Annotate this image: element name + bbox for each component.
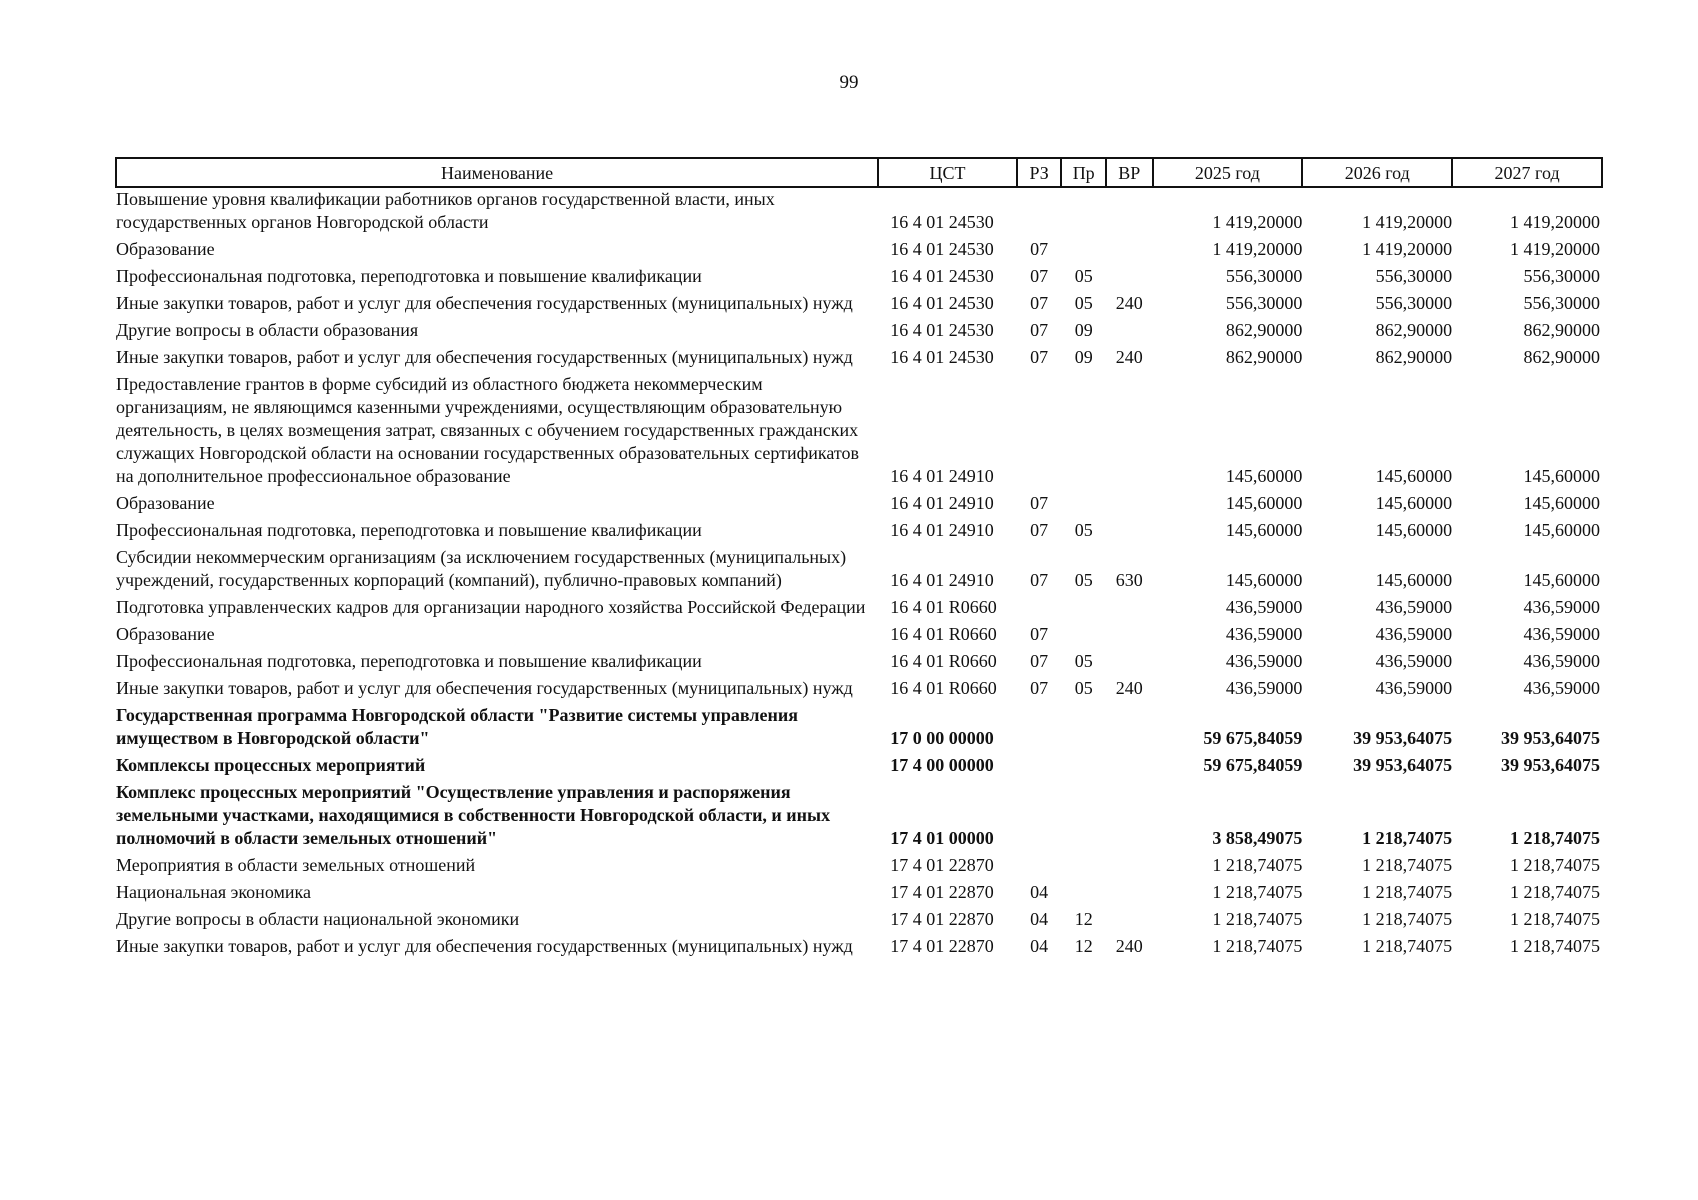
cell-2026: 862,90000 <box>1375 320 1453 340</box>
cell-cst: 16 4 01 24910 <box>890 520 994 540</box>
cell-2026: 145,60000 <box>1375 466 1453 486</box>
cell-pr: 05 <box>1074 678 1093 698</box>
table-header <box>116 158 1602 187</box>
cell-2026: 556,30000 <box>1375 266 1453 286</box>
cell-name: Повышение уровня квалификации работников органов государственной власти, иных государственных органов Новгородской области <box>116 189 775 232</box>
header-vr: ВР <box>1106 158 1153 187</box>
cell-name: Профессиональная подготовка, переподготовка и повышение квалификации <box>116 266 702 286</box>
cell-name: Иные закупки товаров, работ и услуг для обеспечения государственных (муниципальных) нужд <box>116 678 853 698</box>
cell-rz: 07 <box>1030 651 1049 671</box>
cell-name: Субсидии некоммерческим организациям (за исключением государственных (муниципальных) учреждений, государственных корпораций (компаний), публично-правовых компаний) <box>116 547 847 590</box>
cell-2027: 1 419,20000 <box>1510 212 1600 232</box>
cell-rz: 07 <box>1030 293 1049 313</box>
cell-2027: 145,60000 <box>1523 466 1600 486</box>
cell-2025: 145,60000 <box>1225 520 1303 540</box>
cell-cst: 17 4 01 22870 <box>890 909 994 929</box>
cell-2026: 39 953,64075 <box>1353 755 1453 775</box>
cell-2025: 1 419,20000 <box>1212 212 1303 232</box>
cell-2026: 39 953,64075 <box>1353 728 1453 748</box>
cell-2025: 436,59000 <box>1225 597 1303 617</box>
cell-cst: 17 4 00 00000 <box>890 755 994 775</box>
cell-pr <box>1061 781 1106 854</box>
cell-cst: 16 4 01 R0660 <box>890 597 997 617</box>
cell-2025: 862,90000 <box>1225 320 1303 340</box>
cell-2026: 862,90000 <box>1375 347 1453 367</box>
cell-name: Комплексы процессных мероприятий <box>116 755 426 775</box>
cell-vr <box>1106 373 1153 492</box>
cell-2025: 436,59000 <box>1225 678 1303 698</box>
cell-vr <box>1106 265 1153 292</box>
header-2027: 2027 год <box>1452 158 1602 187</box>
cell-pr <box>1061 754 1106 781</box>
header-rz: РЗ <box>1017 158 1062 187</box>
cell-pr: 09 <box>1074 320 1093 340</box>
cell-rz <box>1017 596 1062 623</box>
cell-name: Образование <box>116 624 215 644</box>
cell-2027: 436,59000 <box>1523 597 1600 617</box>
cell-2025: 145,60000 <box>1225 570 1303 590</box>
table-row <box>116 346 1602 373</box>
cell-vr <box>1106 650 1153 677</box>
cell-vr: 240 <box>1115 347 1143 367</box>
cell-vr <box>1106 704 1153 754</box>
cell-name: Другие вопросы в области национальной экономики <box>116 909 520 929</box>
cell-pr <box>1061 623 1106 650</box>
cell-rz <box>1017 854 1062 881</box>
cell-2025: 1 218,74075 <box>1212 909 1303 929</box>
cell-name: Профессиональная подготовка, переподготовка и повышение квалификации <box>116 651 702 671</box>
cell-pr <box>1061 187 1106 238</box>
cell-2027: 39 953,64075 <box>1501 728 1600 748</box>
cell-vr: 240 <box>1115 936 1143 956</box>
cell-name: Государственная программа Новгородской области "Развитие системы управления имуществом в Новгородской области" <box>116 705 798 748</box>
cell-2027: 1 218,74075 <box>1510 828 1600 848</box>
cell-2027: 1 218,74075 <box>1510 936 1600 956</box>
table-row <box>116 623 1602 650</box>
cell-pr <box>1061 704 1106 754</box>
cell-pr: 05 <box>1074 266 1093 286</box>
cell-name: Национальная экономика <box>116 882 311 902</box>
cell-cst: 17 4 01 22870 <box>890 882 994 902</box>
cell-2026: 1 419,20000 <box>1362 239 1453 259</box>
cell-rz: 07 <box>1030 678 1049 698</box>
cell-vr <box>1106 781 1153 854</box>
cell-2025: 59 675,84059 <box>1203 755 1303 775</box>
cell-2025: 1 218,74075 <box>1212 882 1303 902</box>
cell-2027: 145,60000 <box>1523 493 1600 513</box>
cell-2026: 1 218,74075 <box>1362 828 1453 848</box>
table-row <box>116 781 1602 854</box>
table-row <box>116 596 1602 623</box>
cell-2027: 39 953,64075 <box>1501 755 1600 775</box>
cell-2026: 436,59000 <box>1375 624 1453 644</box>
cell-2026: 1 419,20000 <box>1362 212 1453 232</box>
cell-rz: 07 <box>1030 347 1049 367</box>
cell-cst: 16 4 01 24910 <box>890 466 994 486</box>
cell-2026: 556,30000 <box>1375 293 1453 313</box>
cell-2026: 145,60000 <box>1375 520 1453 540</box>
cell-2027: 436,59000 <box>1523 651 1600 671</box>
header-2026: 2026 год <box>1302 158 1452 187</box>
cell-vr: 240 <box>1115 678 1143 698</box>
cell-pr <box>1061 854 1106 881</box>
table-row <box>116 265 1602 292</box>
header-cst: ЦСТ <box>878 158 1017 187</box>
table-row <box>116 546 1602 596</box>
cell-name: Профессиональная подготовка, переподготовка и повышение квалификации <box>116 520 702 540</box>
table-row <box>116 854 1602 881</box>
table-row <box>116 935 1602 962</box>
cell-2025: 3 858,49075 <box>1212 828 1303 848</box>
cell-vr: 630 <box>1115 570 1143 590</box>
cell-2026: 436,59000 <box>1375 597 1453 617</box>
header-pr: Пр <box>1061 158 1106 187</box>
cell-2026: 1 218,74075 <box>1362 882 1453 902</box>
cell-cst: 17 4 01 00000 <box>890 828 994 848</box>
cell-2027: 1 419,20000 <box>1510 239 1600 259</box>
cell-vr: 240 <box>1115 293 1143 313</box>
cell-name: Образование <box>116 239 215 259</box>
cell-vr <box>1106 881 1153 908</box>
cell-2025: 1 419,20000 <box>1212 239 1303 259</box>
cell-2025: 556,30000 <box>1225 293 1303 313</box>
cell-2026: 436,59000 <box>1375 651 1453 671</box>
table-row <box>116 238 1602 265</box>
cell-2025: 145,60000 <box>1225 493 1303 513</box>
cell-vr <box>1106 854 1153 881</box>
cell-2025: 145,60000 <box>1225 466 1303 486</box>
cell-pr: 05 <box>1074 651 1093 671</box>
cell-2025: 862,90000 <box>1225 347 1303 367</box>
cell-2027: 1 218,74075 <box>1510 909 1600 929</box>
cell-cst: 17 0 00 00000 <box>890 728 994 748</box>
cell-pr <box>1061 492 1106 519</box>
cell-cst: 16 4 01 24530 <box>890 347 994 367</box>
table-row <box>116 754 1602 781</box>
cell-2025: 1 218,74075 <box>1212 936 1303 956</box>
cell-name: Комплекс процессных мероприятий "Осуществление управления и распоряжения земельными участками, находящимися в собственности Новгородской области, и иных полномочий в области земельных отношений" <box>116 782 831 848</box>
cell-name: Образование <box>116 493 215 513</box>
cell-pr <box>1061 881 1106 908</box>
cell-pr: 05 <box>1074 520 1093 540</box>
header-name: Наименование <box>116 158 878 187</box>
cell-vr <box>1106 492 1153 519</box>
cell-rz: 07 <box>1030 239 1049 259</box>
cell-rz <box>1017 187 1062 238</box>
cell-cst: 17 4 01 22870 <box>890 855 994 875</box>
cell-2027: 1 218,74075 <box>1510 855 1600 875</box>
cell-2026: 145,60000 <box>1375 570 1453 590</box>
cell-cst: 16 4 01 24530 <box>890 239 994 259</box>
cell-cst: 16 4 01 24530 <box>890 212 994 232</box>
cell-pr: 12 <box>1074 936 1093 956</box>
cell-2026: 1 218,74075 <box>1362 855 1453 875</box>
cell-vr <box>1106 596 1153 623</box>
table-row <box>116 492 1602 519</box>
table-row <box>116 881 1602 908</box>
cell-pr <box>1061 238 1106 265</box>
cell-rz <box>1017 754 1062 781</box>
cell-pr <box>1061 596 1106 623</box>
table-row <box>116 908 1602 935</box>
cell-2026: 145,60000 <box>1375 493 1453 513</box>
cell-rz: 07 <box>1030 320 1049 340</box>
cell-cst: 16 4 01 R0660 <box>890 624 997 644</box>
table-body <box>116 187 1602 962</box>
cell-2026: 1 218,74075 <box>1362 909 1453 929</box>
table-row <box>116 704 1602 754</box>
cell-2025: 436,59000 <box>1225 651 1303 671</box>
cell-name: Мероприятия в области земельных отношений <box>116 855 476 875</box>
cell-rz <box>1017 373 1062 492</box>
cell-pr: 05 <box>1074 570 1093 590</box>
cell-pr <box>1061 373 1106 492</box>
cell-2025: 556,30000 <box>1225 266 1303 286</box>
cell-rz: 07 <box>1030 493 1049 513</box>
cell-2025: 59 675,84059 <box>1203 728 1303 748</box>
cell-vr <box>1106 319 1153 346</box>
cell-2027: 862,90000 <box>1523 320 1600 340</box>
cell-name: Иные закупки товаров, работ и услуг для обеспечения государственных (муниципальных) нужд <box>116 936 853 956</box>
cell-2027: 1 218,74075 <box>1510 882 1600 902</box>
budget-table <box>115 157 1603 962</box>
cell-rz: 04 <box>1030 882 1049 902</box>
cell-2027: 862,90000 <box>1523 347 1600 367</box>
cell-vr <box>1106 754 1153 781</box>
cell-cst: 16 4 01 24530 <box>890 320 994 340</box>
cell-cst: 16 4 01 R0660 <box>890 678 997 698</box>
cell-cst: 16 4 01 24530 <box>890 293 994 313</box>
cell-2026: 1 218,74075 <box>1362 936 1453 956</box>
cell-2027: 145,60000 <box>1523 570 1600 590</box>
cell-2025: 1 218,74075 <box>1212 855 1303 875</box>
cell-vr <box>1106 519 1153 546</box>
cell-2027: 436,59000 <box>1523 624 1600 644</box>
cell-vr <box>1106 187 1153 238</box>
cell-vr <box>1106 238 1153 265</box>
table-row <box>116 373 1602 492</box>
header-2025: 2025 год <box>1153 158 1303 187</box>
cell-2027: 145,60000 <box>1523 520 1600 540</box>
cell-name: Предоставление грантов в форме субсидий из областного бюджета некоммерческим организациям, не являющимся казенными учреждениями, осуществляющим образовательную деятельность, в целях возмещения затрат, связанных с обучением государственных гражданских служащих Новгородской области на основании государственных образовательных сертификатов на дополнительное профессиональное образование <box>116 374 860 486</box>
cell-vr <box>1106 623 1153 650</box>
cell-2027: 556,30000 <box>1523 293 1600 313</box>
header-row <box>116 158 1602 187</box>
cell-2026: 436,59000 <box>1375 678 1453 698</box>
cell-pr: 09 <box>1074 347 1093 367</box>
cell-2025: 436,59000 <box>1225 624 1303 644</box>
cell-name: Иные закупки товаров, работ и услуг для обеспечения государственных (муниципальных) нужд <box>116 347 853 367</box>
cell-name: Другие вопросы в области образования <box>116 320 419 340</box>
table-row <box>116 677 1602 704</box>
cell-cst: 16 4 01 24910 <box>890 493 994 513</box>
cell-2027: 556,30000 <box>1523 266 1600 286</box>
table-row <box>116 650 1602 677</box>
cell-pr: 05 <box>1074 293 1093 313</box>
cell-rz: 04 <box>1030 909 1049 929</box>
cell-cst: 16 4 01 R0660 <box>890 651 997 671</box>
cell-rz: 07 <box>1030 520 1049 540</box>
page-number: 99 <box>839 72 859 93</box>
cell-cst: 16 4 01 24910 <box>890 570 994 590</box>
table-row <box>116 519 1602 546</box>
cell-rz: 07 <box>1030 570 1049 590</box>
cell-rz <box>1017 781 1062 854</box>
cell-pr: 12 <box>1074 909 1093 929</box>
cell-rz: 07 <box>1030 624 1049 644</box>
cell-name: Иные закупки товаров, работ и услуг для обеспечения государственных (муниципальных) нужд <box>116 293 853 313</box>
cell-2027: 436,59000 <box>1523 678 1600 698</box>
cell-rz <box>1017 704 1062 754</box>
cell-vr <box>1106 908 1153 935</box>
table-row <box>116 319 1602 346</box>
table-row <box>116 187 1602 238</box>
cell-rz: 04 <box>1030 936 1049 956</box>
cell-cst: 16 4 01 24530 <box>890 266 994 286</box>
table-row <box>116 292 1602 319</box>
cell-rz: 07 <box>1030 266 1049 286</box>
cell-cst: 17 4 01 22870 <box>890 936 994 956</box>
cell-name: Подготовка управленческих кадров для организации народного хозяйства Российской Федерации <box>116 597 866 617</box>
